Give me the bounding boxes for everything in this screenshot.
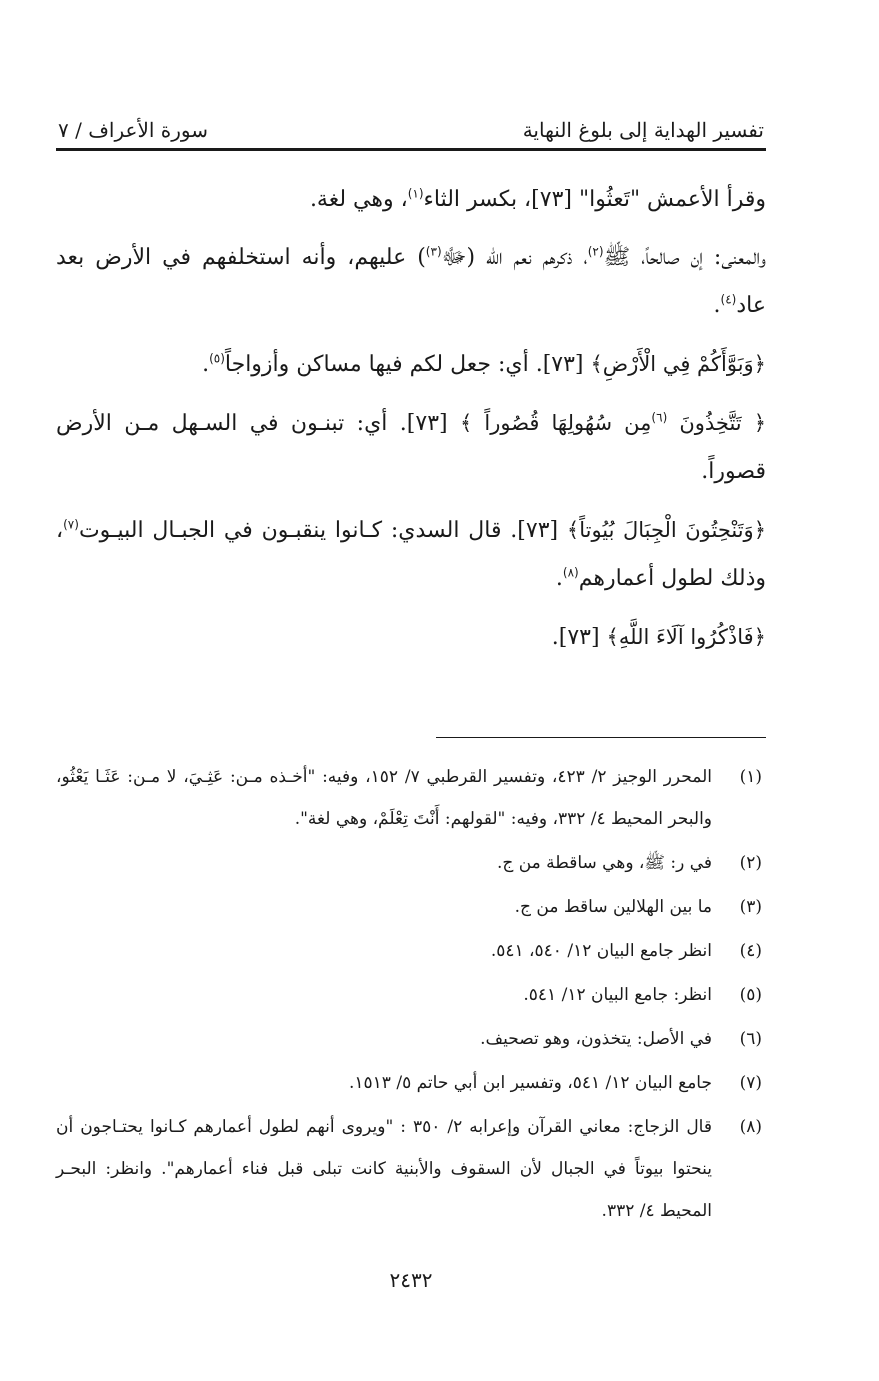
footnote-ref-5: (٥) xyxy=(209,351,225,366)
p3-end: . xyxy=(202,352,210,377)
surah-label: سورة الأعراف / ٧ xyxy=(58,118,209,142)
quran-verse-3: ﴿وَتَنْحِتُونَ الْجِبَالَ بُيُوتاً﴾ xyxy=(566,518,767,542)
p1-text-after: ، وهي لغة. xyxy=(309,187,408,212)
footnote-number: (٨) xyxy=(739,1117,762,1137)
footnote-item xyxy=(56,1062,766,1104)
paragraph-3 xyxy=(56,340,766,389)
quran-verse-2a: ﴿ تَتَّخِذُونَ xyxy=(667,411,767,435)
footnote-item xyxy=(56,886,766,928)
footnote-separator xyxy=(436,737,766,738)
footnote-number: (٢) xyxy=(739,853,762,873)
footnote-number: (٦) xyxy=(739,1029,762,1049)
paragraph-6 xyxy=(56,613,766,662)
p2-text-3: ) عليهم، وأنه استخلفهم في الأرض بعد عاد xyxy=(56,245,766,318)
paragraph-2 xyxy=(56,234,766,330)
quran-verse-2b: مِن سُهُولِهَا قُصُوراً ﴾ xyxy=(460,411,652,435)
footnote-item xyxy=(56,756,766,840)
paragraph-5 xyxy=(56,506,766,603)
footnote-item xyxy=(56,842,766,884)
p5-commentary-2: ، وذلك لطول أعمارهم xyxy=(56,518,766,591)
footnote-ref-8: (٨) xyxy=(562,565,579,580)
footnote-ref-1: (١) xyxy=(407,186,424,201)
footnote-item xyxy=(56,1018,766,1060)
p5-commentary: [٧٣]. قال السدي: كـانوا ينقبـون في الجبـال البيـوت xyxy=(78,518,567,543)
p2-text-2: ، ذكرهم نعم الله ( xyxy=(466,245,588,270)
book-page xyxy=(56,100,766,1330)
footnote-ref-3: (٣) xyxy=(425,244,442,259)
honorific-allah: ﷻ xyxy=(441,245,467,270)
p3-commentary: [٧٣]. أي: جعل لكم فيها مساكن وأزواجاً xyxy=(224,352,591,377)
header-rule xyxy=(56,148,766,151)
footnote-text: جامع البيان ١٢/ ٥٤١، وتفسير ابن أبي حاتم ٥/ ١٥١٣. xyxy=(349,1073,712,1093)
footnote-ref-7: (٧) xyxy=(63,517,79,532)
footnote-text: ما بين الهلالين ساقط من ج. xyxy=(514,897,712,917)
p2-text-1: والمعنى: إن صالحاً، xyxy=(630,245,766,270)
footnote-text: انظر: جامع البيان ١٢/ ٥٤١. xyxy=(523,985,712,1005)
footnote-text: انظر جامع البيان ١٢/ ٥٤٠، ٥٤١. xyxy=(490,941,712,961)
footnote-number: (٧) xyxy=(739,1073,762,1093)
footnote-number: (٥) xyxy=(739,985,762,1005)
footnote-ref-4: (٤) xyxy=(720,292,737,307)
quran-verse-4: ﴿فَاذْكُرُوا آلَاءَ اللَّهِ﴾ xyxy=(606,625,766,649)
footnote-text: قال الزجاج: معاني القرآن وإعرابه ٢/ ٣٥٠ : "ويروى أنهم لطول أعمارهم كـانوا يحتـاجون أن ينحتوا بيوتاً في الجبال لأن السقوف والأبنية كانت تبلى قبل فناء أعمارهم". وانظر: البحـر المحيط ٤/ ٣٣٢. xyxy=(56,1117,712,1221)
footnote-ref-6: (٦) xyxy=(651,410,668,425)
p4-commentary: [٧٣]. أي: تبنـون في السـهل مـن الأرض قصوراً. xyxy=(56,411,766,484)
quran-verse-1: ﴿وَبَوَّأَكُمْ فِي الْأَرْضِ﴾ xyxy=(590,352,766,376)
footnotes-list xyxy=(56,756,766,1234)
p6-after: [٧٣]. xyxy=(551,625,607,650)
footnote-number: (٣) xyxy=(739,897,762,917)
running-header xyxy=(56,114,766,146)
page-number: ٢٤٣٢ xyxy=(389,1268,433,1292)
footnote-item xyxy=(56,1106,766,1232)
footnote-text: المحرر الوجيز ٢/ ٤٢٣، وتفسير القرطبي ٧/ ١٥٢، وفيه: "أخـذه مـن: عَثِـيَ، لا مـن: عَثَـا يَعْثُو، والبحر المحيط ٤/ ٣٣٢، وفيه: "لقولهم: أَنْتَ تِعْلَمْ، وهي لغة". xyxy=(56,767,712,829)
footnote-ref-2: (٢) xyxy=(587,244,604,259)
paragraph-4 xyxy=(56,399,766,496)
footnote-item xyxy=(56,974,766,1016)
p5-end: . xyxy=(555,566,563,591)
p2-text-4: . xyxy=(713,293,721,318)
book-title: تفسير الهداية إلى بلوغ النهاية xyxy=(522,118,764,142)
paragraph-1 xyxy=(56,176,766,224)
footnote-text: في الأصل: يتخذون، وهو تصحيف. xyxy=(480,1029,712,1049)
footnote-text: في ر: ﷺ، وهي ساقطة من ج. xyxy=(496,853,712,873)
main-text xyxy=(56,176,766,672)
footnote-number: (٤) xyxy=(739,941,762,961)
footnote-number: (١) xyxy=(739,767,762,787)
footnote-item xyxy=(56,930,766,972)
p1-text-before: وقرأ الأعمش "تَعثُوا" [٧٣]، بكسر الثاء xyxy=(423,187,766,212)
honorific-salih: ﷺ xyxy=(603,245,631,270)
